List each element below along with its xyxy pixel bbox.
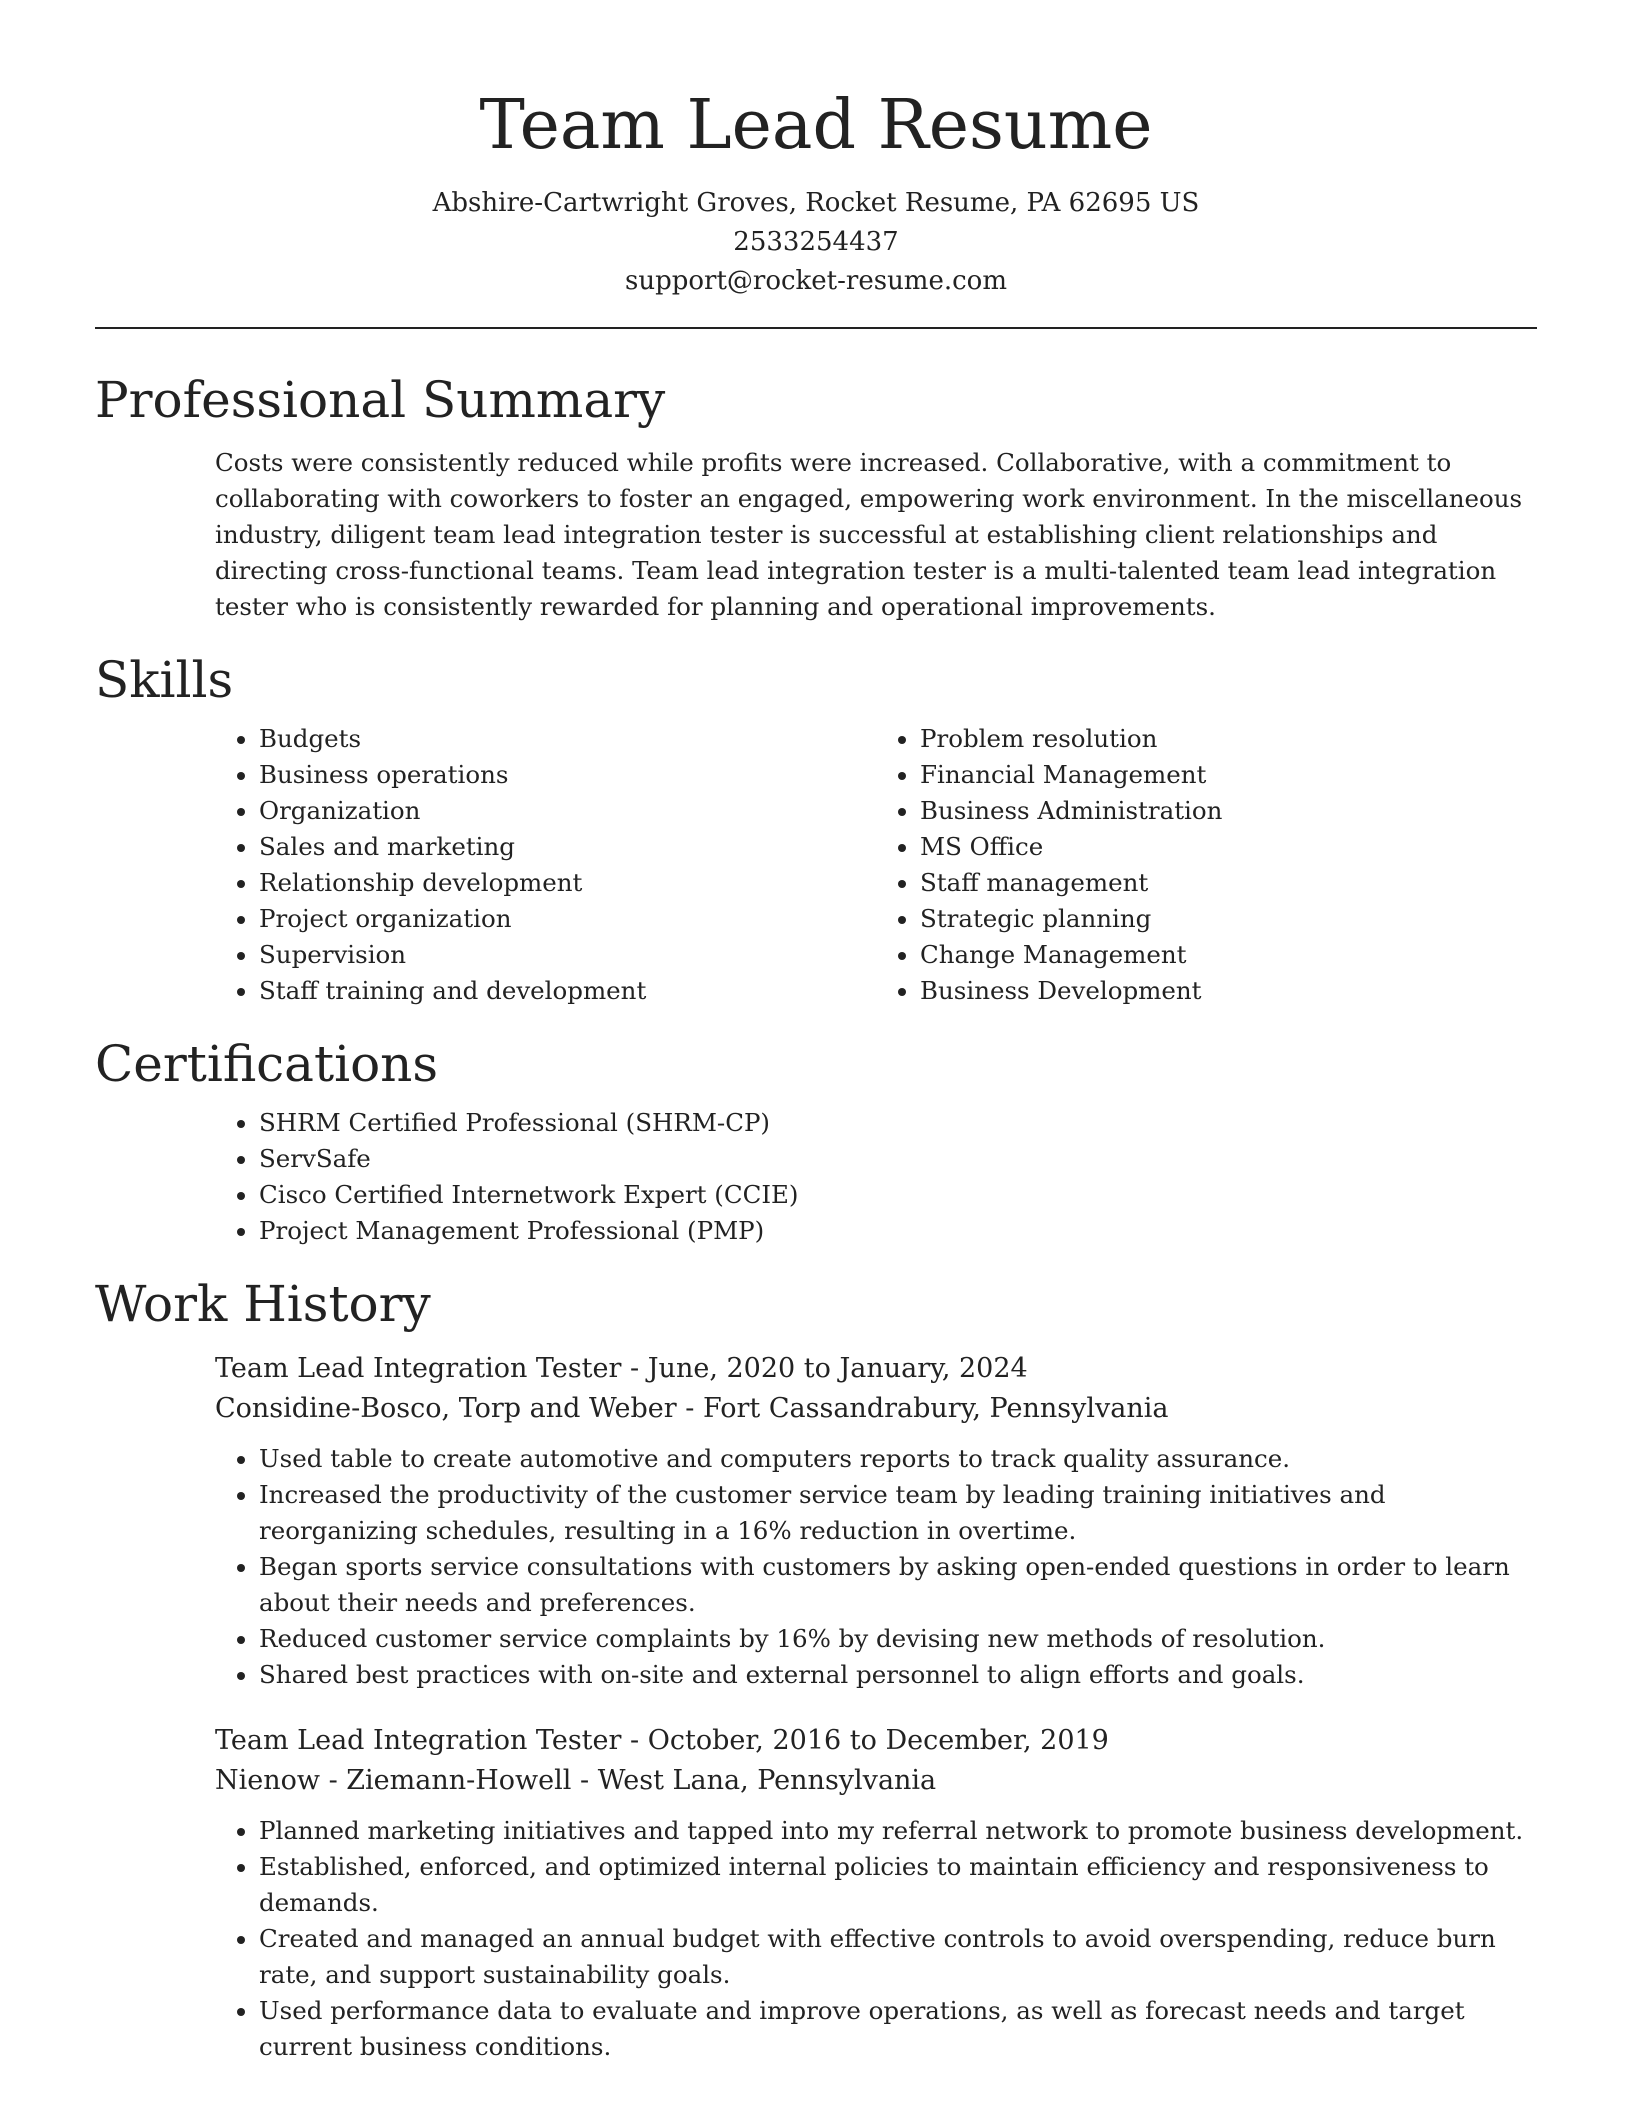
job-location: West Lana, Pennsylvania <box>597 1765 937 1796</box>
list-item: • Relationship development <box>259 865 876 901</box>
certifications-section <box>95 1033 1537 1249</box>
job-title: Team Lead Integration Tester <box>215 1353 622 1384</box>
job-title-line <box>215 1721 1537 1761</box>
list-item: • MS Office <box>920 829 1537 865</box>
page-title: Team Lead Resume <box>479 86 1153 165</box>
job-location: Fort Cassandrabury, Pennsylvania <box>703 1393 1169 1424</box>
job-separator: - <box>685 1393 704 1424</box>
list-item: • Staff management <box>920 865 1537 901</box>
list-item: • Budgets <box>259 721 876 757</box>
list-item: • Strategic planning <box>920 901 1537 937</box>
list-item: • Change Management <box>920 937 1537 973</box>
certifications-list <box>215 1105 1537 1249</box>
job-title-line <box>215 1349 1537 1389</box>
job-separator: - <box>580 1765 598 1796</box>
list-item: • Problem resolution <box>920 721 1537 757</box>
job-entry <box>215 1349 1537 1693</box>
list-item: • Supervision <box>259 937 876 973</box>
list-item: • Reduced customer service complaints by 16% by devising new methods of resolution. <box>259 1621 1537 1657</box>
list-item: • Financial Management <box>920 757 1537 793</box>
job-separator: - <box>630 1725 648 1756</box>
certifications-body <box>215 1105 1537 1249</box>
list-item: • Cisco Certified Internetwork Expert (CCIE) <box>259 1177 1537 1213</box>
resume-header <box>0 0 1632 301</box>
summary-text: Costs were consistently reduced while profits were increased. Collaborative, with a commitment to collaborating with coworkers to foster an engaged, empowering work environment. In the miscellaneous industry, diligent team lead integration tester is successful at establishing client relationships and directing cross-functional teams. Team lead integration tester is a multi-talented team lead integration tester who is consistently rewarded for planning and operational improvements. <box>215 448 1523 621</box>
list-item: • Increased the productivity of the customer service team by leading training initiatives and reorganizing schedules, resulting in a 16% reduction in overtime. <box>259 1477 1537 1549</box>
certifications-heading: Certifications <box>95 1035 439 1093</box>
header-divider <box>95 327 1537 329</box>
summary-section <box>95 369 1537 625</box>
job-company-line <box>215 1389 1537 1429</box>
job-bullets <box>215 1441 1537 1693</box>
contact-email: support@rocket-resume.com <box>624 266 1007 296</box>
list-item: • Business operations <box>259 757 876 793</box>
list-item: • Staff training and development <box>259 973 876 1009</box>
job-title: Team Lead Integration Tester <box>215 1725 622 1756</box>
list-item: • SHRM Certified Professional (SHRM-CP) <box>259 1105 1537 1141</box>
list-item: • Began sports service consultations with customers by asking open-ended questions in order to learn about their needs and preferences. <box>259 1549 1537 1621</box>
job-dates: October, 2016 to December, 2019 <box>647 1725 1109 1756</box>
list-item: • Sales and marketing <box>259 829 876 865</box>
job-company: Nienow - Ziemann-Howell <box>215 1765 572 1796</box>
list-item: • Planned marketing initiatives and tapped into my referral network to promote business development. <box>259 1813 1537 1849</box>
list-item: • Established, enforced, and optimized internal policies to maintain efficiency and responsiveness to demands. <box>259 1849 1537 1921</box>
list-item: • Used table to create automotive and computers reports to track quality assurance. <box>259 1441 1537 1477</box>
list-item: • Shared best practices with on-site and external personnel to align efforts and goals. <box>259 1657 1537 1693</box>
contact-phone: 2533254437 <box>733 227 899 257</box>
list-item: • Business Administration <box>920 793 1537 829</box>
skills-section <box>95 649 1537 1009</box>
job-company-line <box>215 1761 1537 1801</box>
list-item: • Project organization <box>259 901 876 937</box>
contact-address: Abshire-Cartwright Groves, Rocket Resume, PA 62695 US <box>432 188 1200 218</box>
job-dates: June, 2020 to January, 2024 <box>647 1353 1028 1384</box>
list-item: • Used performance data to evaluate and improve operations, as well as forecast needs and target current business conditions. <box>259 1993 1537 2065</box>
job-separator: - <box>630 1353 648 1384</box>
job-bullets <box>215 1813 1537 2065</box>
list-item: • ServSafe <box>259 1141 1537 1177</box>
job-company: Considine-Bosco, Torp and Weber <box>215 1393 677 1424</box>
work-history-section <box>95 1273 1537 2065</box>
list-item: • Project Management Professional (PMP) <box>259 1213 1537 1249</box>
job-entry <box>215 1721 1537 2065</box>
list-item: • Business Development <box>920 973 1537 1009</box>
skills-list-right <box>876 721 1537 1009</box>
summary-heading: Professional Summary <box>95 371 666 429</box>
skills-list-left <box>215 721 876 1009</box>
list-item: • Created and managed an annual budget with effective controls to avoid overspending, reduce burn rate, and support sustainability goals. <box>259 1921 1537 1993</box>
skills-heading: Skills <box>95 651 234 709</box>
list-item: • Organization <box>259 793 876 829</box>
contact-block <box>0 184 1632 301</box>
work-history-heading: Work History <box>95 1275 431 1333</box>
skills-grid <box>215 721 1537 1009</box>
